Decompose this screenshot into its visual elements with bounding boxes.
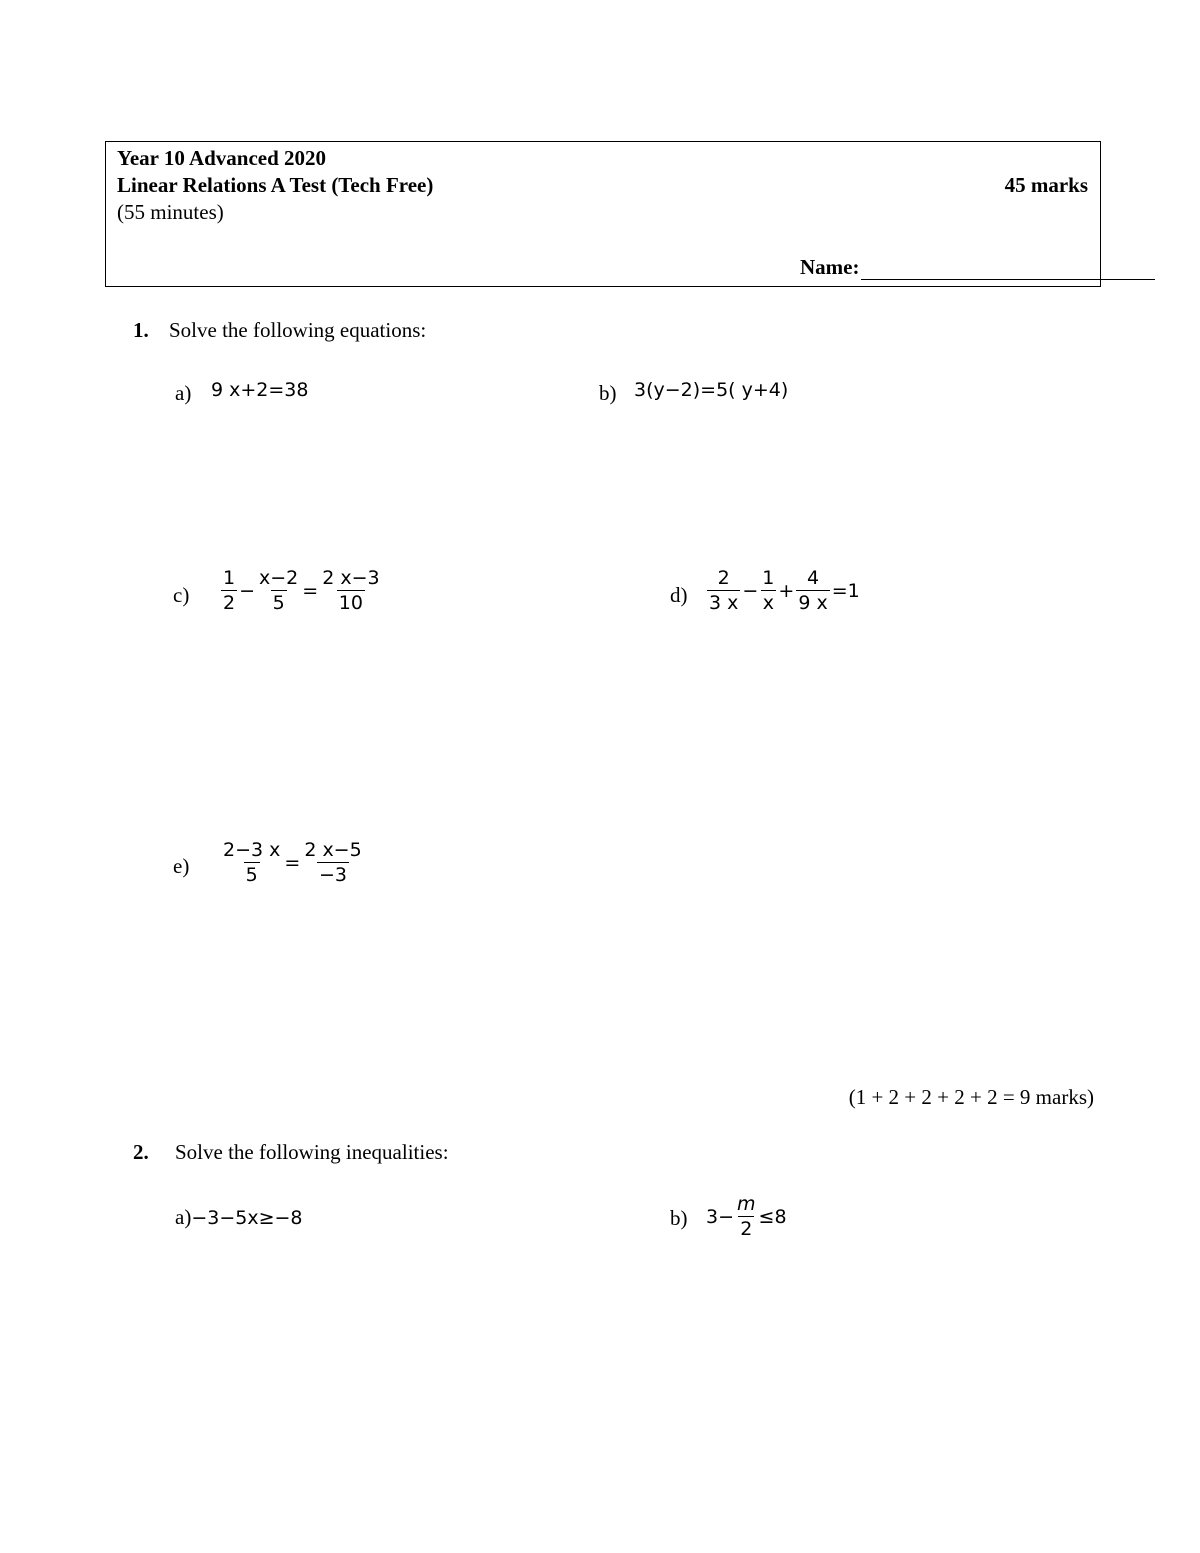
- q1c-equation: $\frac{1}{2}$ − $\frac{x-2}{5}$ = $\frac{2 x-3}{10}$: [223, 567, 380, 614]
- total-marks: 45 marks: [1004, 173, 1088, 197]
- name-label: Name:: [800, 255, 860, 279]
- q1c-frac-3: $\frac{2 x-3}{10}$: [322, 567, 380, 614]
- q1d-equation: $\frac{2}{3 x}$ − $\frac{1}{x}$ + $\frac{4}{9 x}$ =1: [709, 567, 860, 614]
- q1d-frac-1: $\frac{2}{3 x}$: [709, 567, 739, 614]
- q1a-label: a): [175, 381, 192, 405]
- q1b-equation: 3(y−2)=5( y+4): [634, 379, 789, 401]
- q2a-label: a): [175, 1205, 192, 1229]
- question-1-number: 1.: [133, 318, 149, 342]
- course-title: Year 10 Advanced 2020: [117, 146, 327, 170]
- q1c-frac-1: $\frac{1}{2}$: [223, 567, 236, 614]
- question-2-number: 2.: [133, 1140, 149, 1164]
- q1a-equation: 9 x+2=38: [211, 379, 309, 401]
- header-box: [105, 141, 1101, 287]
- q2b-label: b): [670, 1206, 688, 1230]
- name-field[interactable]: [800, 255, 1155, 280]
- q2b-frac: $\frac{m}{2}$: [737, 1193, 756, 1240]
- q1e-frac-2: $\frac{2 x-5}{-3}$: [304, 839, 362, 886]
- q1d-frac-2: $\frac{1}{x}$: [762, 567, 775, 614]
- name-underline[interactable]: [861, 259, 1155, 280]
- q2b-inequality: 3− $\frac{m}{2}$ ≤8: [706, 1193, 787, 1240]
- duration: (55 minutes): [117, 200, 224, 224]
- test-title: Linear Relations A Test (Tech Free): [117, 173, 434, 197]
- q1d-frac-3: $\frac{4}{9 x}$: [798, 567, 828, 614]
- q1e-frac-1: $\frac{2-3 x}{5}$: [223, 839, 281, 886]
- question-2-prompt: Solve the following inequalities:: [175, 1140, 449, 1164]
- q1c-label: c): [173, 583, 190, 607]
- q2a-inequality: a) −3−5x≥−8: [175, 1205, 303, 1229]
- q1e-label: e): [173, 854, 190, 878]
- q1c-frac-2: $\frac{x-2}{5}$: [259, 567, 299, 614]
- q1d-label: d): [670, 583, 688, 607]
- q1e-equation: $\frac{2-3 x}{5}$ = $\frac{2 x-5}{-3}$: [223, 839, 362, 886]
- q1b-label: b): [599, 381, 617, 405]
- question-1-prompt: Solve the following equations:: [169, 318, 427, 342]
- question-1-marks: (1 + 2 + 2 + 2 + 2 = 9 marks): [848, 1085, 1094, 1109]
